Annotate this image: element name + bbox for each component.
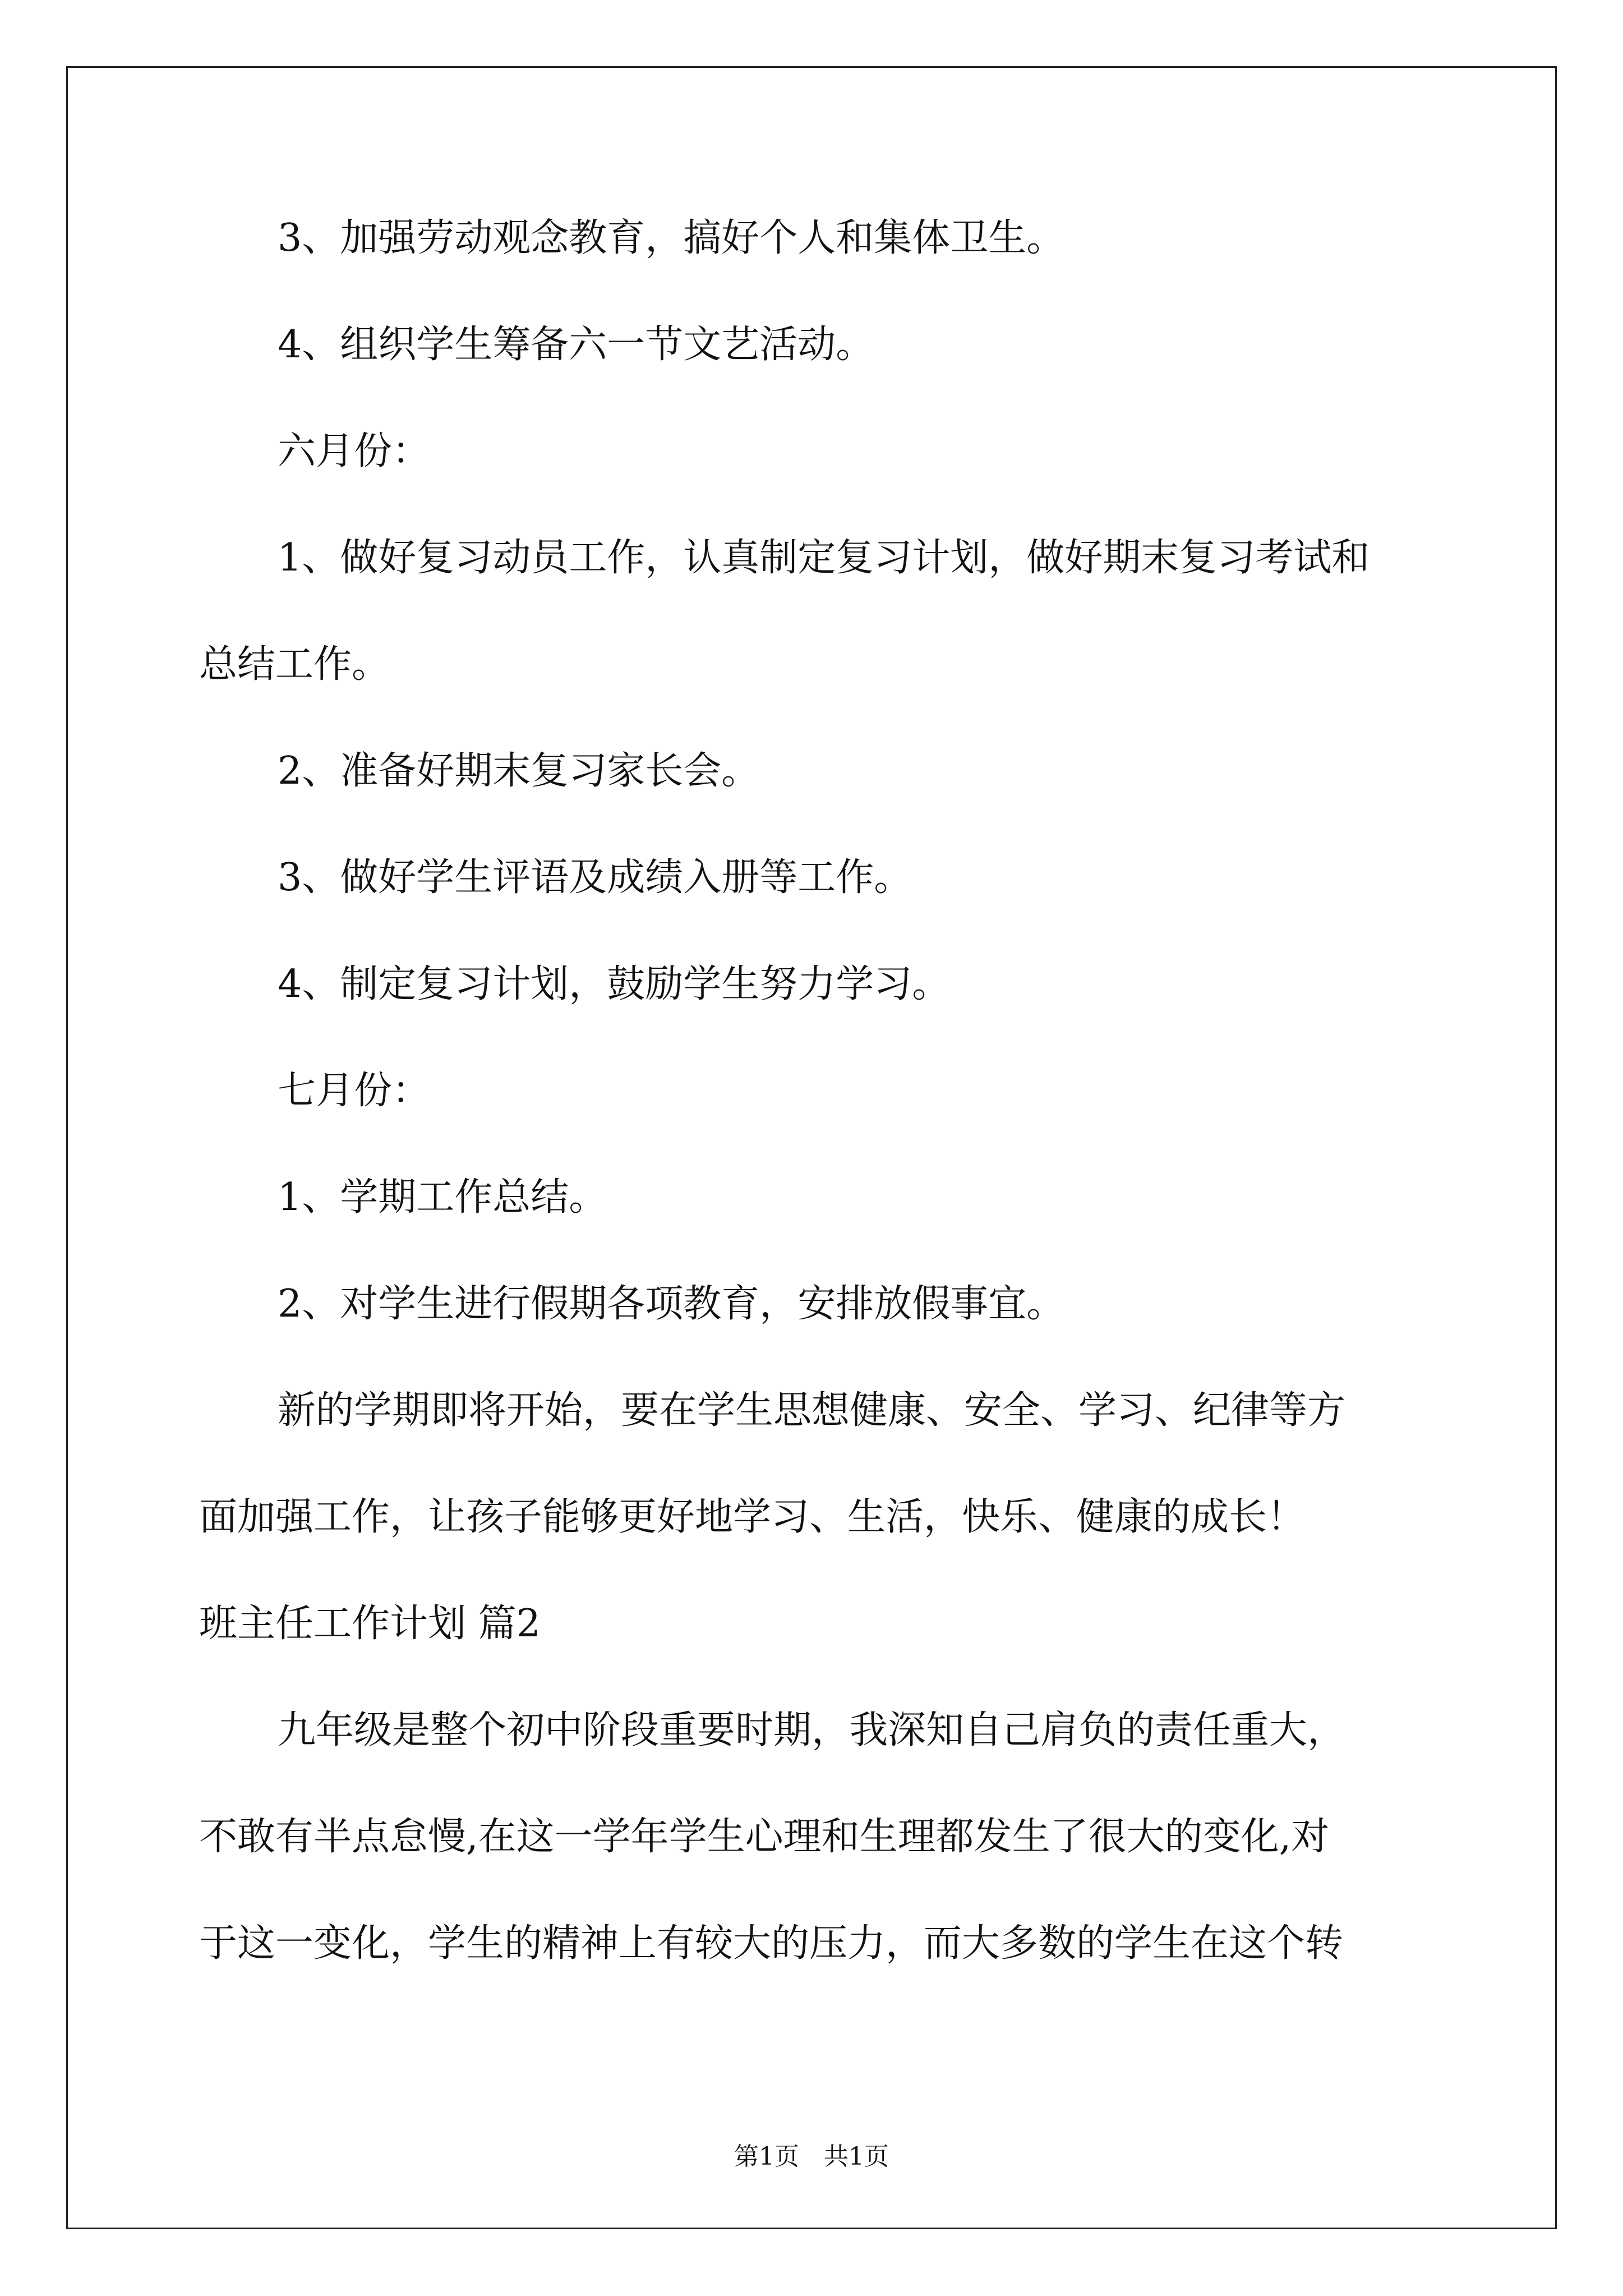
- paragraph: 4、制定复习计划，鼓励学生努力学习。: [278, 962, 951, 1006]
- paragraph: 1、做好复习动员工作，认真制定复习计划，做好期末复习考试和: [278, 536, 1370, 580]
- paragraph: 1、学期工作总结。: [278, 1175, 607, 1220]
- paragraph: 3、加强劳动观念教育，搞好个人和集体卫生。: [278, 216, 1065, 260]
- page-footer: 第1页 共1页: [734, 2142, 889, 2171]
- document-body: [199, 185, 1433, 1997]
- paragraph: 不敢有半点怠慢,在这一学年学生心理和生理都发生了很大的变化,对: [199, 1815, 1330, 1859]
- paragraph: 九年级是整个初中阶段重要时期，我深知自己肩负的责任重大，: [278, 1708, 1346, 1752]
- section-heading: 班主任工作计划 篇2: [199, 1602, 541, 1646]
- paragraph: 于这一变化，学生的精神上有较大的压力，而大多数的学生在这个转: [199, 1921, 1344, 1966]
- section-label: 七月份：: [278, 1069, 431, 1113]
- paragraph: 新的学期即将开始，要在学生思想健康、安全、学习、纪律等方: [278, 1388, 1346, 1433]
- paragraph: 总结工作。: [199, 642, 390, 687]
- paragraph: 4、组织学生筹备六一节文艺活动。: [278, 323, 874, 367]
- section-label: 六月份：: [278, 429, 431, 473]
- paragraph: 2、准备好期末复习家长会。: [278, 749, 760, 793]
- paragraph: 面加强工作，让孩子能够更好地学习、生活，快乐、健康的成长！: [199, 1495, 1306, 1539]
- paragraph: 2、对学生进行假期各项教育，安排放假事宜。: [278, 1282, 1065, 1326]
- paragraph: 3、做好学生评语及成绩入册等工作。: [278, 855, 912, 900]
